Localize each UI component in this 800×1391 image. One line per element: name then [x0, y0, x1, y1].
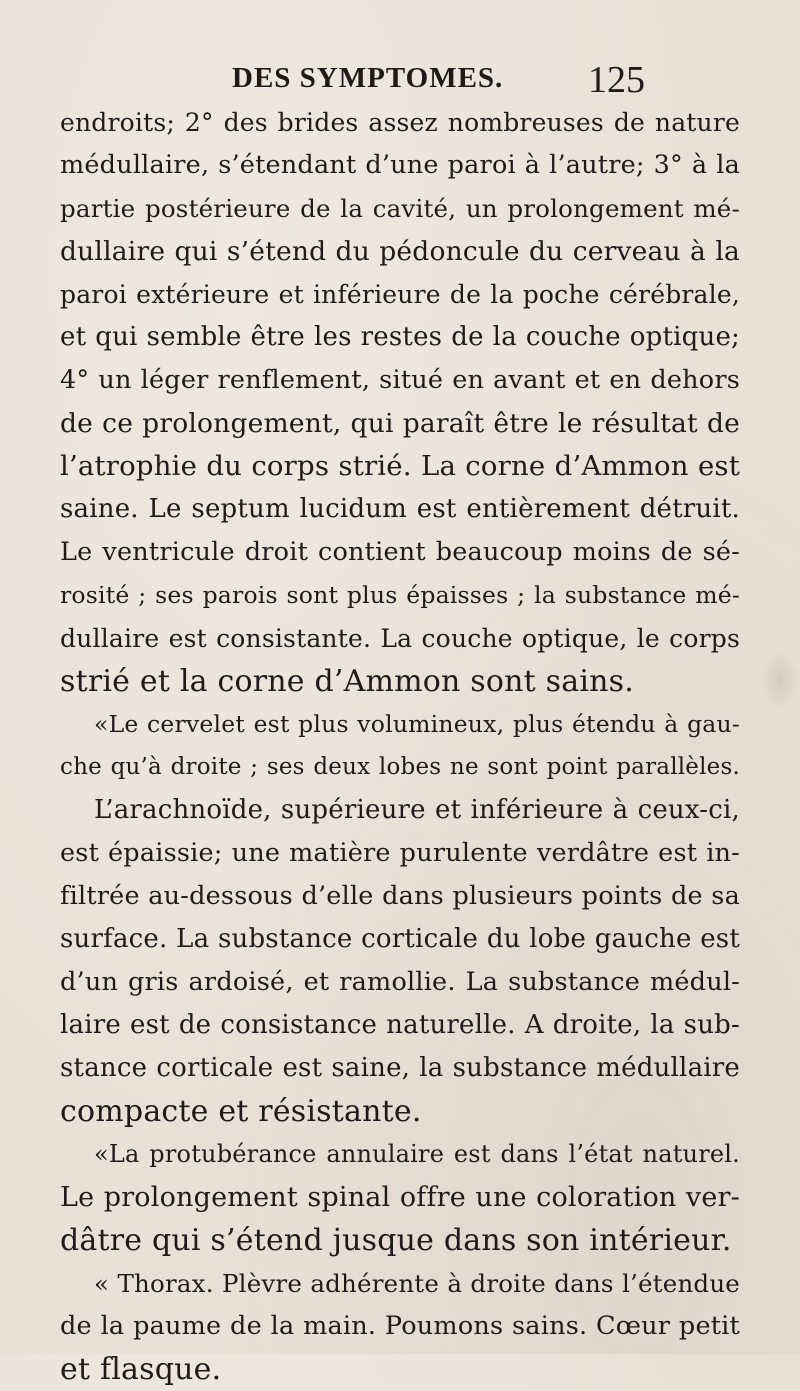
text-line: « Thorax. Plèvre adhérente à droite dans l’étendue: [94, 1269, 740, 1298]
text-line: «La protubérance annulaire est dans l’état naturel.: [94, 1140, 740, 1168]
text-line: est épaissie; une matière purulente verdâtre est in-: [60, 838, 740, 868]
text-line: L’arachnoïde, supérieure et inférieure à ceux-ci,: [94, 795, 740, 825]
running-head: [0, 59, 800, 102]
text-line: dullaire qui s’étend du pédoncule du cerveau à la: [60, 236, 740, 267]
text-line: Le prolongement spinal offre une coloration ver-: [60, 1182, 740, 1213]
text-line: saine. Le septum lucidum est entièrement détruit.: [60, 494, 740, 524]
text-line: l’atrophie du corps strié. La corne d’Ammon est: [60, 450, 740, 482]
text-line: et qui semble être les restes de la couche optique;: [60, 322, 740, 352]
text-line: laire est de consistance naturelle. A droite, la sub-: [60, 1010, 740, 1040]
text-line: médullaire, s’étendant d’une paroi à l’autre; 3° à la: [60, 150, 740, 180]
text-line: partie postérieure de la cavité, un prolongement mé-: [60, 194, 740, 223]
text-line: filtrée au-dessous d’elle dans plusieurs points de sa: [60, 881, 740, 911]
text-line: de ce prolongement, qui paraît être le résultat de: [60, 408, 740, 439]
text-line: surface. La substance corticale du lobe gauche est: [60, 924, 740, 954]
body-text: [60, 101, 740, 1391]
text-line: dullaire est consistante. La couche optique, le corps: [60, 624, 740, 653]
text-line: «Le cervelet est plus volumineux, plus étendu à gau-: [94, 710, 740, 738]
text-line: et flasque.: [60, 1352, 222, 1387]
text-line: d’un gris ardoisé, et ramollie. La substance médul-: [60, 967, 740, 997]
text-line: compacte et résistante.: [60, 1094, 422, 1129]
text-line: che qu’à droite ; ses deux lobes ne sont point parallèles.: [60, 754, 740, 780]
page-number: 125: [588, 59, 645, 101]
running-title: DES SYMPTOMES.: [232, 62, 504, 94]
text-line: 4° un léger renflement, situé en avant et en dehors: [60, 365, 740, 395]
paper-smudge: [760, 650, 800, 710]
text-line: Le ventricule droit contient beaucoup moins de sé-: [60, 537, 740, 567]
text-line: rosité ; ses parois sont plus épaisses ; la substance mé-: [60, 581, 740, 609]
text-line: paroi extérieure et inférieure de la poche cérébrale,: [60, 280, 740, 309]
text-line: dâtre qui s’étend jusque dans son intérieur.: [60, 1223, 732, 1258]
text-line: strié et la corne d’Ammon sont sains.: [60, 664, 634, 699]
text-line: de la paume de la main. Poumons sains. Cœur petit: [60, 1311, 740, 1341]
text-line: endroits; 2° des brides assez nombreuses de nature: [60, 108, 740, 137]
text-line: stance corticale est saine, la substance médullaire: [60, 1053, 740, 1083]
